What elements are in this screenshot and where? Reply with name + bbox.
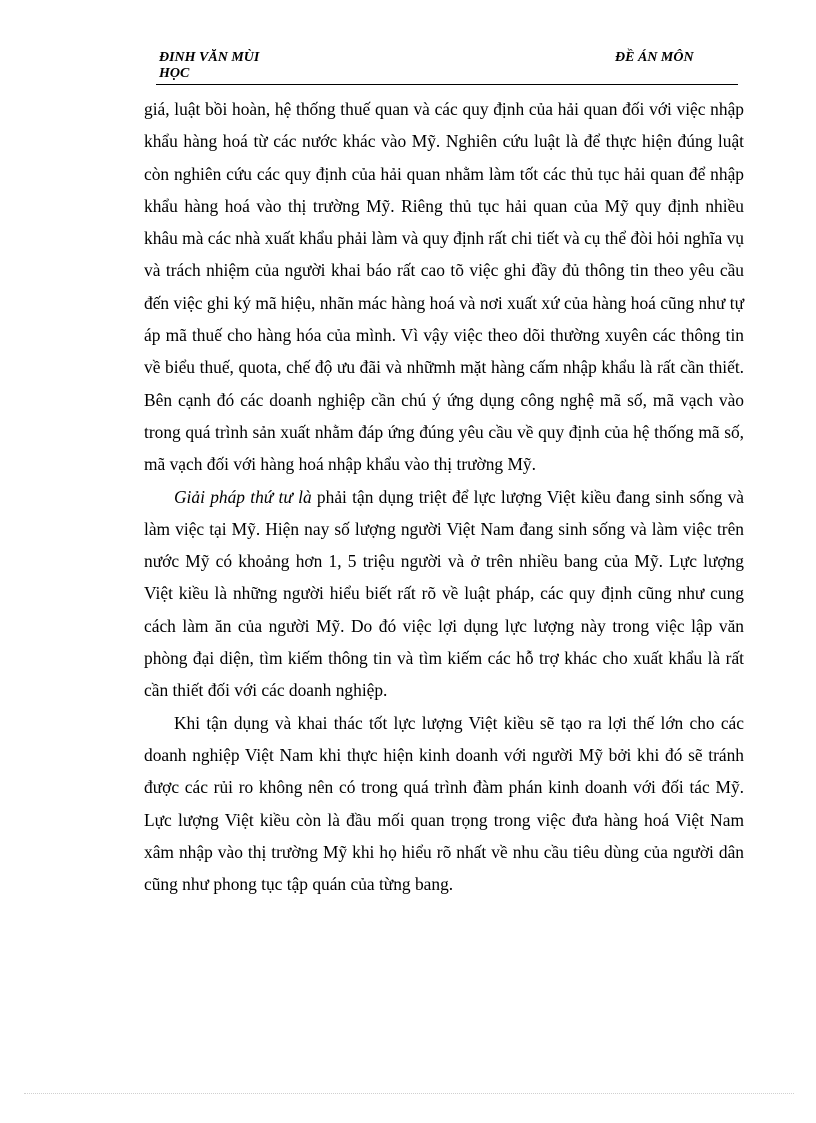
- page-header: [156, 50, 738, 85]
- document-body: [144, 93, 744, 900]
- header-author-continued: HỌC: [159, 66, 190, 81]
- header-title: ĐỀ ÁN MÔN: [615, 50, 694, 65]
- header-author: ĐINH VĂN MÙI: [159, 50, 260, 65]
- page-bottom-divider: [24, 1093, 794, 1094]
- solution-four-text: phải tận dụng triệt để lực lượng Việt kiều đang sinh sống và làm việc tại Mỹ. Hiện nay số lượng người Việt Nam đang sinh sống và làm việc trên nước Mỹ có khoảng hơn 1, 5 triệu người và ở trên nhiều bang của Mỹ. Lực lượng Việt kiều là những người hiểu biết rất rõ về luật pháp, các quy định cũng như cung cách làm ăn của người Mỹ. Do đó việc lợi dụng lực lượng này trong việc lập văn phòng đại diện, tìm kiếm thông tin và tìm kiếm các hỗ trợ khác cho xuất khẩu là rất cần thiết đối với các doanh nghiệp.: [144, 486, 745, 701]
- paragraph-solution-four: [144, 481, 744, 707]
- solution-four-lead: Giải pháp thứ tư là: [174, 486, 312, 507]
- paragraph-viet-kieu-advantage: Khi tận dụng và khai thác tốt lực lượng Việt kiều sẽ tạo ra lợi thế lớn cho các doanh nghiệp Việt Nam khi thực hiện kinh doanh với người Mỹ bởi khi đó sẽ tránh được các rủi ro không nên có trong quá trình đàm phán kinh doanh với đối tác Mỹ. Lực lượng Việt kiều còn là đầu mối quan trọng trong việc đưa hàng hoá Việt Nam xâm nhập vào thị trường Mỹ khi họ hiểu rõ nhất về nhu cầu tiêu dùng của người dân cũng như phong tục tập quán của từng bang.: [144, 712, 744, 895]
- paragraph-continued: giá, luật bồi hoàn, hệ thống thuế quan và các quy định của hải quan đối với việc nhập khẩu hàng hoá từ các nước khác vào Mỹ. Nghiên cứu luật là để thực hiện đúng luật còn nghiên cứu các quy định của hải quan nhằm làm tốt các thủ tục hải quan để nhập khẩu hàng hoá vào thị trường Mỹ. Riêng thủ tục hải quan của Mỹ quy định nhiều khâu mà các nhà xuất khẩu phải làm và quy định rất chi tiết và cụ thể đòi hỏi nghĩa vụ và trách nhiệm của người khai báo rất cao tõ việc ghi đầy đủ thông tin theo yêu cầu đến việc ghi ký mã hiệu, nhãn mác hàng hoá và nơi xuất xứ của hàng hoá cũng như tự áp mã thuế cho hàng hóa của mình. Vì vậy việc theo dõi thường xuyên các thông tin về biểu thuế, quota, chế độ ưu đãi và nhữmh mặt hàng cấm nhập khẩu là rất cần thiết. Bên cạnh đó các doanh nghiệp cần chú ý ứng dụng công nghệ mã số, mã vạch vào trong quá trình sản xuất nhằm đáp ứng đúng yêu cầu về quy định của hệ thống mã số, mã vạch đối với hàng hoá nhập khẩu vào thị trường Mỹ.: [144, 99, 744, 475]
